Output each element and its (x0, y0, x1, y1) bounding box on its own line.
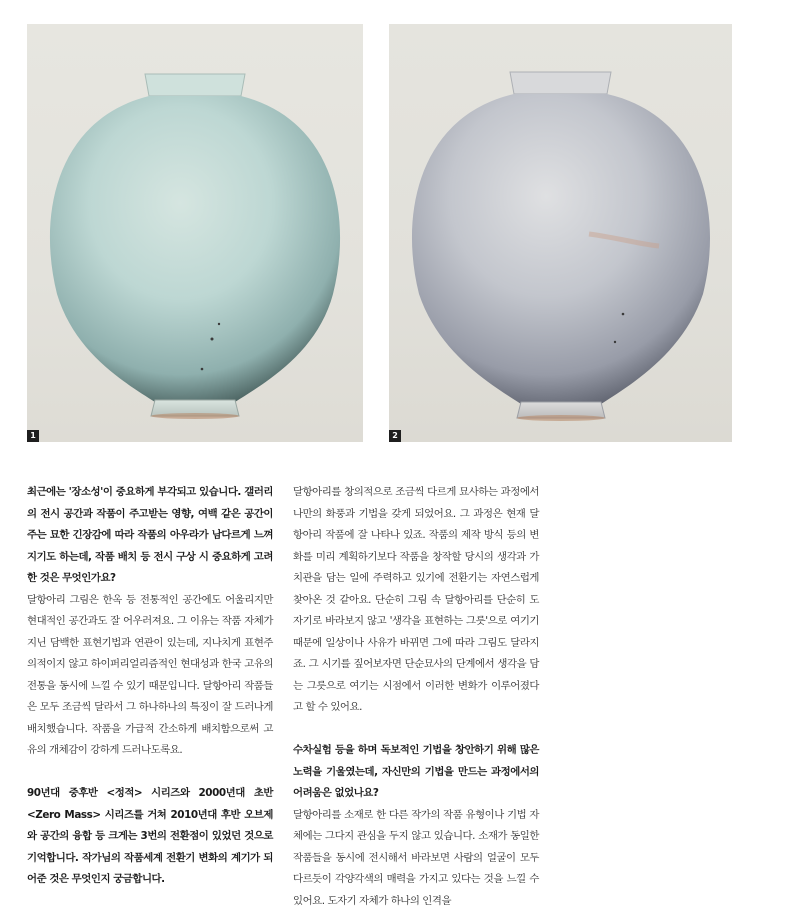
article-column-right (293, 482, 539, 912)
interview-question-3: 수차실험 등을 하며 독보적인 기법을 창안하기 위해 많은 노력을 기울였는데, 자신만의 기법을 만드는 과정에서의 어려움은 없었나요? (293, 744, 539, 799)
artwork-image-1 (27, 24, 363, 442)
interview-question-1: 최근에는 '장소성'이 중요하게 부각되고 있습니다. 갤러리의 전시 공간과 작품이 주고받는 영향, 여백 같은 공간이 주는 묘한 긴장감에 따라 작품의 아우라가 남다르게 느껴지기도 하는데, 작품 배치 등 전시 구상 시 중요하게 고려한 것은 무엇인가요? (27, 486, 273, 584)
artwork-image-2 (389, 24, 732, 442)
interview-answer-1: 달항아리 그림은 한옥 등 전통적인 공간에도 어울리지만 현대적인 공간과도 잘 어우러져요. 그 이유는 작품 자체가 지닌 담백한 표현기법과 연관이 있는데, 지나치게 표현주의적이지 않고 하이퍼리얼리즘적인 현대성과 한국 고유의 전통을 동시에 느낄 수 있기 때문입니다. 달항아리 작품들은 모두 조금씩 달라서 그 하나하나의 특징이 잘 드러나게 배치했습니다. 작품을 가급적 간소하게 배치함으로써 고유의 개체감이 강하게 드러나도록요. (27, 593, 273, 756)
figure-number-1: 1 (27, 430, 39, 442)
moon-jar-1-painting (27, 24, 363, 442)
figure-number-2: 2 (389, 430, 401, 442)
interview-answer-2: 달항아리를 창의적으로 조금씩 다르게 묘사하는 과정에서 나만의 화풍과 기법을 갖게 되었어요. 그 과정은 현재 달항아리 작품에 잘 나타나 있죠. 작품의 제작 방식 등의 변화를 미리 계획하기보다 작품을 창작할 당시의 생각과 가치관을 담는 일에 주력하고 있기에 전환기는 자연스럽게 찾아온 것 같아요. 단순히 그림 속 달항아리를 단순히 도자기로 바라보지 않고 '생각을 표현하는 그릇'으로 여기기 때문에 일상이나 사유가 바뀌면 그에 따라 그림도 달라지죠. 그 시기를 짚어보자면 단순묘사의 단계에서 생각을 담는 그릇으로 여기는 시점에서 이러한 변화가 이루어졌다고 할 수 있어요. (293, 486, 539, 713)
interview-question-2: 90년대 중후반 <정적> 시리즈와 2000년대 초반 <Zero Mass> 시리즈를 거쳐 2010년대 후반 오브제와 공간의 융합 등 크게는 3번의 전환점이 있었던 것으로 기억합니다. 작가님의 작품세계 전환기 변화의 계기가 되어준 것은 무엇인지 궁금합니다. (27, 787, 273, 885)
moon-jar-2-painting (389, 24, 732, 442)
article-column-left (27, 482, 273, 891)
interview-answer-3: 달항아리를 소재로 한 다른 작가의 작품 유형이나 기법 자체에는 그다지 관심을 두지 않고 있습니다. 소재가 동일한 작품들을 동시에 전시해서 바라보면 사람의 얼굴이 모두 다르듯이 각양각색의 매력을 가지고 있다는 것을 느낄 수 있어요. 도자기 자체가 하나의 인격을 (293, 808, 539, 907)
